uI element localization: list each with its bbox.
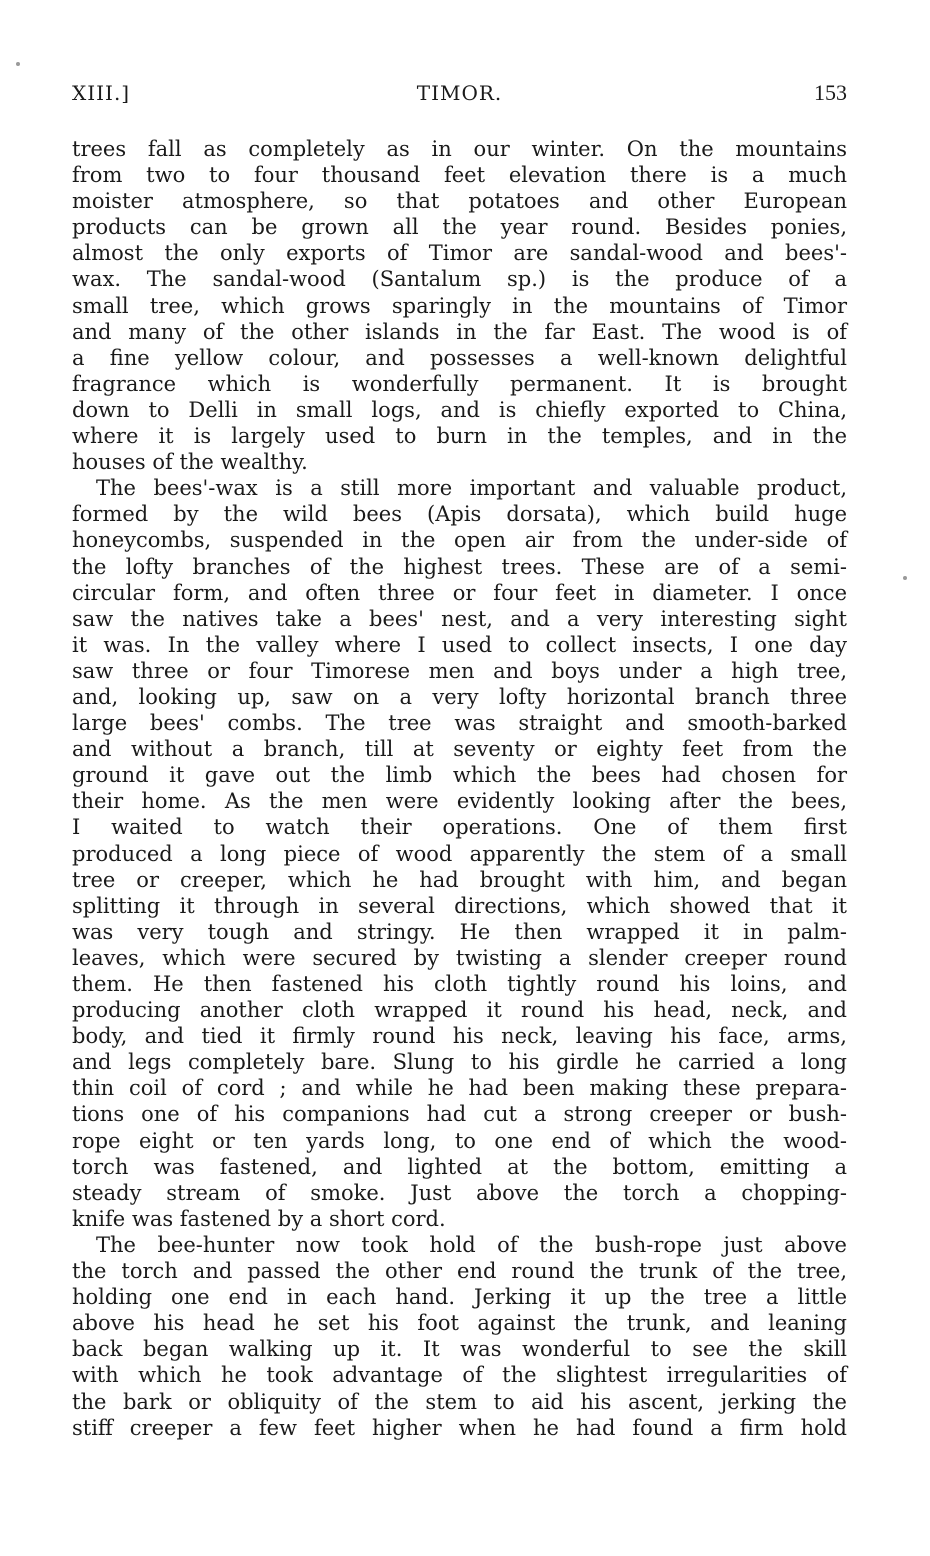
text-line: torch was fastened, and lighted at the bottom, emitting a bbox=[72, 1154, 847, 1179]
text-line: wax. The sandal-wood (Santalum sp.) is the produce of a bbox=[72, 267, 847, 292]
text-line: saw three or four Timorese men and boys under a high tree, bbox=[72, 658, 847, 683]
text-line: stiff creeper a few feet higher when he had found a firm hold bbox=[72, 1415, 847, 1440]
text-line: circular form, and often three or four feet in diameter. I once bbox=[72, 580, 847, 605]
text-line: them. He then fastened his cloth tightly round his loins, and bbox=[72, 972, 847, 996]
text-line: holding one end in each hand. Jerking it up the tree a little bbox=[72, 1285, 847, 1310]
text-line: saw the natives take a bees' nest, and a very interesting sight bbox=[72, 606, 847, 631]
text-line: the torch and passed the other end round the trunk of the tree, bbox=[72, 1259, 847, 1284]
text-line: ground it gave out the limb which the bees had chosen for bbox=[72, 763, 847, 788]
text-line: houses of the wealthy. bbox=[72, 450, 308, 475]
text-line: was very tough and stringy. He then wrapped it in palm- bbox=[72, 919, 847, 944]
text-line: where it is largely used to burn in the temples, and in the bbox=[72, 424, 847, 449]
text-line: and legs completely bare. Slung to his girdle he carried a long bbox=[72, 1050, 847, 1075]
text-line: the lofty branches of the highest trees. These are of a semi- bbox=[72, 554, 847, 579]
chapter-marker: XIII.] bbox=[72, 81, 131, 105]
text-line: produced a long piece of wood apparently the stem of a small bbox=[72, 841, 847, 866]
running-title: TIMOR. bbox=[416, 81, 503, 105]
text-line: products can be grown all the year round. Besides ponies, bbox=[72, 215, 847, 240]
text-line: almost the only exports of Timor are sandal-wood and bees'- bbox=[72, 241, 847, 266]
text-line: small tree, which grows sparingly in the mountains of Timor bbox=[72, 293, 847, 318]
text-line: with which he took advantage of the slightest irregularities of bbox=[72, 1363, 847, 1388]
text-line: and, looking up, saw on a very lofty horizontal branch three bbox=[72, 684, 847, 709]
text-line: splitting it through in several directions, which showed that it bbox=[72, 893, 847, 918]
text-line: honeycombs, suspended in the open air from the under-side of bbox=[72, 528, 847, 553]
body-text bbox=[72, 136, 847, 1441]
text-line: trees fall as completely as in our winter. On the mountains bbox=[72, 137, 847, 161]
text-line: I waited to watch their operations. One of them first bbox=[72, 815, 847, 840]
paragraph bbox=[72, 1232, 847, 1441]
text-line: their home. As the men were evidently looking after the bees, bbox=[72, 789, 847, 814]
text-line: from two to four thousand feet elevation there is a much bbox=[72, 163, 847, 188]
text-line: steady stream of smoke. Just above the torch a chopping- bbox=[72, 1180, 847, 1205]
page-speck bbox=[903, 576, 907, 580]
text-line: and many of the other islands in the far East. The wood is of bbox=[72, 319, 847, 344]
text-line: large bees' combs. The tree was straight and smooth-barked bbox=[72, 711, 847, 736]
text-line: tree or creeper, which he had brought with him, and began bbox=[72, 867, 847, 892]
text-line: body, and tied it firmly round his neck, leaving his face, arms, bbox=[72, 1024, 847, 1049]
text-line: a fine yellow colour, and possesses a well-known delightful bbox=[72, 345, 847, 370]
text-line: tions one of his companions had cut a strong creeper or bush- bbox=[72, 1102, 847, 1127]
running-head bbox=[72, 78, 847, 108]
text-line: down to Delli in small logs, and is chiefly exported to China, bbox=[72, 397, 847, 422]
text-line: knife was fastened by a short cord. bbox=[72, 1206, 446, 1231]
text-line: thin coil of cord ; and while he had been making these prepara- bbox=[72, 1076, 847, 1101]
text-line: formed by the wild bees (Apis dorsata), which build huge bbox=[72, 502, 847, 527]
page-speck bbox=[16, 62, 20, 66]
text-line: rope eight or ten yards long, to one end of which the wood- bbox=[72, 1128, 847, 1153]
text-line: it was. In the valley where I used to collect insects, I one day bbox=[72, 632, 847, 657]
text-line: above his head he set his foot against the trunk, and leaning bbox=[72, 1311, 847, 1336]
text-line: leaves, which were secured by twisting a slender creeper round bbox=[72, 945, 847, 970]
text-line: back began walking up it. It was wonderful to see the skill bbox=[72, 1337, 847, 1362]
text-line: and without a branch, till at seventy or eighty feet from the bbox=[72, 737, 847, 762]
text-line: fragrance which is wonderfully permanent. It is brought bbox=[72, 371, 847, 396]
text-line: The bees'-wax is a still more important and valuable product, bbox=[96, 476, 847, 501]
text-line: The bee-hunter now took hold of the bush-rope just above bbox=[96, 1232, 847, 1257]
text-line: producing another cloth wrapped it round his head, neck, and bbox=[72, 998, 847, 1023]
text-line: moister atmosphere, so that potatoes and other European bbox=[72, 189, 847, 214]
paragraph bbox=[72, 136, 847, 475]
paragraph bbox=[72, 475, 847, 1232]
page-number: 153 bbox=[814, 80, 847, 105]
text-line: the bark or obliquity of the stem to aid his ascent, jerking the bbox=[72, 1389, 847, 1414]
